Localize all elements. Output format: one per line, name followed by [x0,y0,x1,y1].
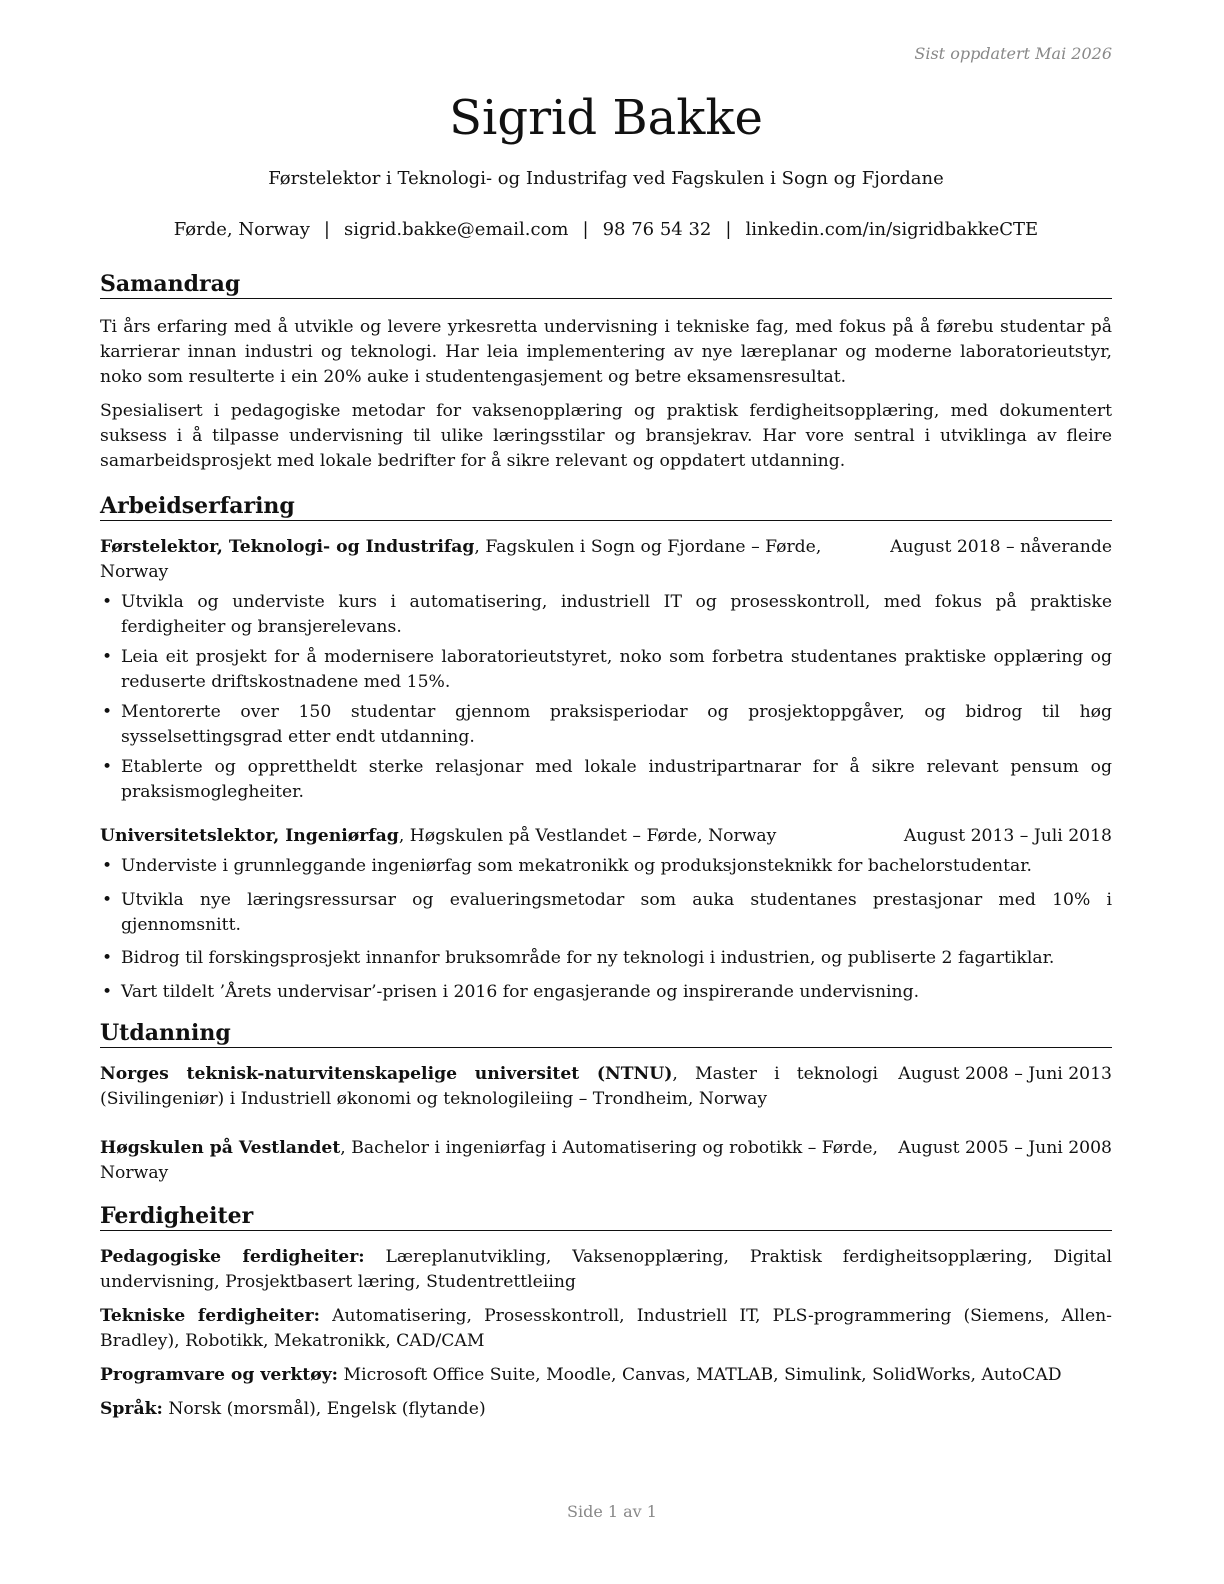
education-item [100,1062,1112,1112]
section-title-skills: Ferdigheiter [100,1202,1112,1231]
skill-row [100,1304,1112,1354]
skill-row [100,1245,1112,1295]
candidate-name: Sigrid Bakke [449,90,763,146]
summary-paragraph: Ti års erfaring med å utvikle og levere yrkesretta undervisning i tekniske fag, med fokus på å førebu studentar på karrierar innan industri og teknologi. Har leia implementering av nye læreplanar og moderne laboratorieutstyr, noko som resulterte i ein 20% auke i studentengasjement og betre eksamensresultat. [100,317,1112,387]
job-role: Universitetslektor, Ingeniørfag [100,826,399,846]
skill-value: Norsk (morsmål), Engelsk (flytande) [162,1398,486,1419]
candidate-headline: Førstelektor i Teknologi- og Industrifag ved Fagskulen i Sogn og Fjordane [268,168,944,189]
last-updated-note: Sist oppdatert Mai 2026 [914,44,1112,63]
education-dates: August 2008 – Juni 2013 [898,1063,1112,1084]
skill-row [100,1363,1112,1388]
contact-email[interactable]: sigrid.bakke@email.com [343,219,569,240]
job-header [100,535,1112,585]
skill-label: Programvare og verktøy: [100,1364,339,1385]
section-title-summary: Samandrag [100,270,1112,299]
job-bullet: • Leia eit prosjekt for å modernisere laboratorieutstyret, noko som forbetra studentanes praktiske opplæring og reduserte driftskostnadene med 15%. [100,645,1112,695]
contact-separator: | [582,219,589,240]
education-dates: August 2005 – Juni 2008 [898,1137,1112,1158]
skill-label: Språk: [100,1398,163,1419]
skill-label: Tekniske ferdigheiter: [100,1305,320,1326]
job-header [100,824,1112,849]
job-dates: August 2013 – Juli 2018 [903,826,1112,846]
skill-value: Læreplanutvikling, Vaksenopplæring, Praktisk ferdigheitsopplæring, Digital undervisning, Prosjektbasert læring, Studentrettleiing [100,1246,1112,1292]
skill-value: Microsoft Office Suite, Moodle, Canvas, MATLAB, Simulink, SolidWorks, AutoCAD [338,1364,1062,1385]
experience-section [100,492,1112,1005]
job-dates: August 2018 – nåverande [890,537,1112,557]
section-title-education: Utdanning [100,1019,1112,1048]
job-bullet: • Utvikla nye læringsressursar og evalueringsmetodar som auka studentanes prestasjonar med 10% i gjennomsnitt. [100,888,1112,938]
skill-row [100,1397,1112,1422]
job-bullet: • Bidrog til forskingsprosjekt innanfor bruksområde for ny teknologi i industrien, og publiserte 2 fagartiklar. [100,946,1112,971]
resume-content [100,270,1112,1422]
education-detail: , Master i teknologi (Sivilingeniør) i Industriell økonomi og teknologileiing – Trondheim, Norway [100,1063,878,1109]
page-number: Side 1 av 1 [567,1502,657,1521]
skill-label: Pedagogiske ferdigheiter: [100,1246,365,1267]
contact-separator: | [323,219,330,240]
skills-section [100,1202,1112,1422]
education-detail: , Bachelor i ingeniørfag i Automatisering og robotikk – Førde, Norway [100,1137,878,1183]
summary-paragraph: Spesialisert i pedagogiske metodar for vaksenopplæring og praktisk ferdigheitsopplæring, med dokumentert suksess i å tilpasse undervisning til ulike læringsstilar og bransjekrav. Har vore sentral i utviklinga av fleire samarbeidsprosjekt med lokale bedrifter for å sikre relevant og oppdatert utdanning. [100,401,1112,471]
job-bullet: • Mentorerte over 150 studentar gjennom praksisperiodar og prosjektoppgåver, og bidrog til høg sysselsettingsgrad etter endt utdanning. [100,700,1112,750]
education-item [100,1136,1112,1186]
skill-value: Automatisering, Prosesskontroll, Industriell IT, PLS-programmering (Siemens, Allen-Bradley), Robotikk, Mekatronikk, CAD/CAM [100,1305,1112,1351]
job-role: Førstelektor, Teknologi- og Industrifag [100,537,475,557]
contact-separator: | [725,219,732,240]
job-bullet: • Etablerte og opprettheldt sterke relasjonar med lokale industripartnarar for å sikre relevant pensum og praksismoglegheiter. [100,755,1112,805]
job-bullets [100,854,1112,1005]
education-school: Høgskulen på Vestlandet [100,1137,341,1158]
job-org: , Fagskulen i Sogn og Fjordane – Førde, Norway [100,537,822,582]
contact-linkedin[interactable]: linkedin.com/in/sigridbakkeCTE [745,219,1039,240]
contact-line [100,219,1112,240]
education-school: Norges teknisk-naturvitenskapelige universitet (NTNU) [100,1063,673,1084]
education-section [100,1019,1112,1186]
section-title-experience: Arbeidserfaring [100,492,1112,521]
job-bullets [100,590,1112,805]
job-bullet: • Utvikla og underviste kurs i automatisering, industriell IT og prosesskontroll, med fokus på praktiske ferdigheiter og bransjerelevans. [100,590,1112,640]
job-bullet: • Vart tildelt ’Årets undervisar’-prisen i 2016 for engasjerande og inspirerande undervisning. [100,980,1112,1005]
summary-section [100,315,1112,474]
job-org: , Høgskulen på Vestlandet – Førde, Norway [398,826,777,846]
contact-phone: 98 76 54 32 [602,219,712,240]
job-bullet: • Underviste i grunnleggande ingeniørfag som mekatronikk og produksjonsteknikk for bachelorstudentar. [100,854,1112,879]
contact-location: Førde, Norway [173,219,310,240]
